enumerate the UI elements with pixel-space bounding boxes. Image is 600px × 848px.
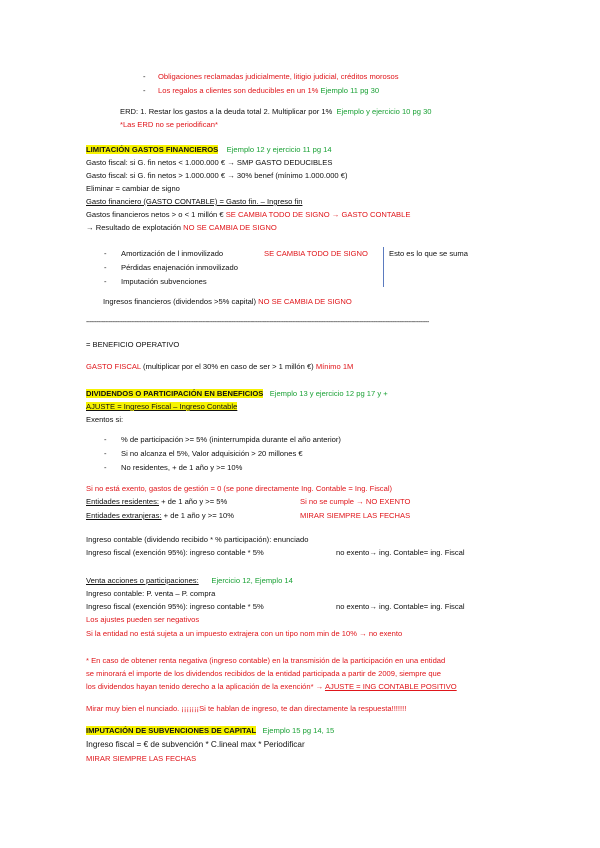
regalos-example: Ejemplo 11 pg 30: [320, 86, 380, 95]
residentes-label: Entidades residentes:: [86, 497, 160, 506]
erd-text: ERD: 1. Restar los gastos a la deuda total 2. Multiplicar por 1%: [120, 107, 333, 116]
limitacion-line-2: Gasto fiscal: si G. fin netos > 1.000.000 € → 30% benef (mínimo 1.000.000 €): [86, 171, 348, 180]
bullet-regalos: [158, 86, 379, 96]
ajuste-text: AJUSTE = Ingreso Fiscal – Ingreso Contable: [86, 402, 238, 411]
no-exento-note: Si no está exento, gastos de gestión = 0 (se pone directamente Ing. Contable = Ing. Fiscal): [86, 484, 393, 493]
limitacion-title: LIMITACIÓN GASTOS FINANCIEROS: [86, 145, 219, 154]
venta-contable: Ingreso contable: P. venta – P. compra: [86, 589, 216, 598]
extranjeras-label: Entidades extranjeras:: [86, 511, 162, 520]
bullet-dash: -: [104, 249, 107, 258]
bullet-dash: -: [104, 263, 107, 272]
ingreso-fiscal-div-note: no exento→ ing. Contable= ing. Fiscal: [336, 548, 465, 557]
limitacion-line-5-red: SE CAMBIA TODO DE SIGNO → GASTO CONTABLE: [225, 210, 411, 219]
erd-note: *Las ERD no se periodifican*: [120, 120, 218, 129]
limitacion-line-4: Gasto financiero (GASTO CONTABLE) = Gasto fin. – Ingreso fin: [86, 197, 303, 206]
gasto-fiscal-text: (multiplicar por el 30% en caso de ser > 1 millón €): [142, 362, 316, 371]
venta-fiscal: Ingreso fiscal (exención 95%): ingreso contable * 5%: [86, 602, 264, 611]
subvenciones-fechas: MIRAR SIEMPRE LAS FECHAS: [86, 754, 197, 763]
renta-negativa-1: * En caso de obtener renta negativa (ingreso contable) en la transmisión de la participación en una entidad: [86, 656, 446, 665]
limitacion-line-5-text: Gastos financieros netos > o < 1 millón €: [86, 210, 226, 219]
limitacion-heading: [86, 145, 332, 155]
limitacion-line-3: Eliminar = cambiar de signo: [86, 184, 180, 193]
limitacion-example: Ejemplo 12 y ejercicio 11 pg 14: [226, 145, 332, 154]
ajustes-negativos: Los ajustes pueden ser negativos: [86, 615, 200, 624]
limitacion-side-note: Esto es lo que se suma: [389, 249, 468, 258]
entidad-no-sujeta: Si la entidad no está sujeta a un impuesto extrajera con un tipo nom min de 10% → no exento: [86, 629, 403, 638]
ingresos-text: Ingresos financieros (dividendos >5% capital): [103, 297, 259, 306]
venta-heading: [86, 576, 293, 586]
venta-example: Ejercicio 12, Ejemplo 14: [211, 576, 293, 585]
exento-item-3: No residentes, + de 1 año y >= 10%: [121, 463, 243, 472]
subvenciones-title: IMPUTACIÓN DE SUBVENCIONES DE CAPITAL: [86, 726, 257, 735]
limitacion-item-1: Amortización de l inmovilizado: [121, 249, 224, 258]
extranjeras-red: MIRAR SIEMPRE LAS FECHAS: [300, 511, 411, 520]
limitacion-item-3: Imputación subvenciones: [121, 277, 207, 286]
regalos-text: Los regalos a clientes son deducibles en un 1%: [158, 86, 321, 95]
erd-line: [120, 107, 432, 117]
bullet-dash: -: [104, 435, 107, 444]
limitacion-line-6: [86, 223, 277, 233]
erd-example: Ejemplo y ejercicio 10 pg 30: [336, 107, 432, 116]
separator-line: ------------------------------------------------------------------------------------------------------------------------------------------------------------------------------------------------------: [86, 319, 429, 326]
bullet-dash: -: [104, 277, 107, 286]
bullet-dash: -: [143, 72, 146, 81]
mirar-enunciado: Mirar muy bien el nunciado. ¡¡¡¡¡¡¡Si te hablan de ingreso, te dan directamente la respuesta!!!!!!!: [86, 704, 407, 713]
renta-negativa-3-text: los dividendos hayan tenido derecho a la aplicación de la exención* →: [86, 682, 325, 691]
gasto-fiscal-label: GASTO FISCAL: [86, 362, 143, 371]
bullet-dash: -: [143, 86, 146, 95]
dividendos-example: Ejemplo 13 y ejercicio 12 pg 17 y +: [269, 389, 388, 398]
exento-item-2: Si no alcanza el 5%, Valor adquisición > 20 millones €: [121, 449, 303, 458]
bullet-dash: -: [104, 463, 107, 472]
ingresos-red: NO SE CAMBIA DE SIGNO: [258, 297, 352, 306]
beneficio-operativo: = BENEFICIO OPERATIVO: [86, 340, 180, 349]
limitacion-line-5: [86, 210, 410, 220]
exentos-label: Exentos si:: [86, 415, 124, 424]
gasto-fiscal-min: Mínimo 1M: [315, 362, 354, 371]
limitacion-line-6-text: → Resultado de explotación: [86, 223, 184, 232]
limitacion-line-1: Gasto fiscal: si G. fin netos < 1.000.000 € → SMP GASTO DEDUCIBLES: [86, 158, 333, 167]
dividendos-heading: [86, 389, 388, 399]
venta-fiscal-note: no exento→ ing. Contable= ing. Fiscal: [336, 602, 465, 611]
limitacion-line-6-red: NO SE CAMBIA DE SIGNO: [183, 223, 277, 232]
entidades-extranjeras: [86, 511, 234, 521]
renta-negativa-3-ajuste: AJUSTE = ING CONTABLE POSITIVO: [324, 682, 457, 691]
extranjeras-text: + de 1 año y >= 10%: [161, 511, 234, 520]
ingreso-fiscal-div: Ingreso fiscal (exención 95%): ingreso contable * 5%: [86, 548, 264, 557]
subvenciones-fiscal: Ingreso fiscal = € de subvención * C.lineal max * Periodificar: [86, 740, 305, 749]
subvenciones-heading: [86, 726, 334, 736]
renta-negativa-2: se minorará el importe de los dividendos recibidos de la entidad participada a partir de 2009, siempre que: [86, 669, 442, 678]
gasto-fiscal-line: [86, 362, 353, 372]
bullet-obligaciones: Obligaciones reclamadas judicialmente, litigio judicial, créditos morosos: [158, 72, 399, 81]
ingreso-contable-div: Ingreso contable (dividendo recibido * % participación): enunciado: [86, 535, 309, 544]
renta-negativa-3: [86, 682, 457, 692]
venta-title: Venta acciones o participaciones:: [86, 576, 199, 585]
ingresos-financieros: [103, 297, 352, 307]
bullet-dash: -: [104, 449, 107, 458]
dividendos-title: DIVIDENDOS O PARTICIPACIÓN EN BENEFICIOS: [86, 389, 264, 398]
ajuste-line: [86, 402, 237, 412]
entidades-residentes: [86, 497, 227, 507]
residentes-text: + de 1 año y >= 5%: [159, 497, 228, 506]
limitacion-item-2: Pérdidas enajenación inmovilizado: [121, 263, 238, 272]
limitacion-items-red: SE CAMBIA TODO DE SIGNO: [264, 249, 368, 258]
bracket-line: [383, 247, 384, 287]
exento-item-1: % de participación >= 5% (ininterrumpida durante el año anterior): [121, 435, 341, 444]
residentes-red: Si no se cumple → NO EXENTO: [300, 497, 411, 506]
subvenciones-example: Ejemplo 15 pg 14, 15: [262, 726, 335, 735]
